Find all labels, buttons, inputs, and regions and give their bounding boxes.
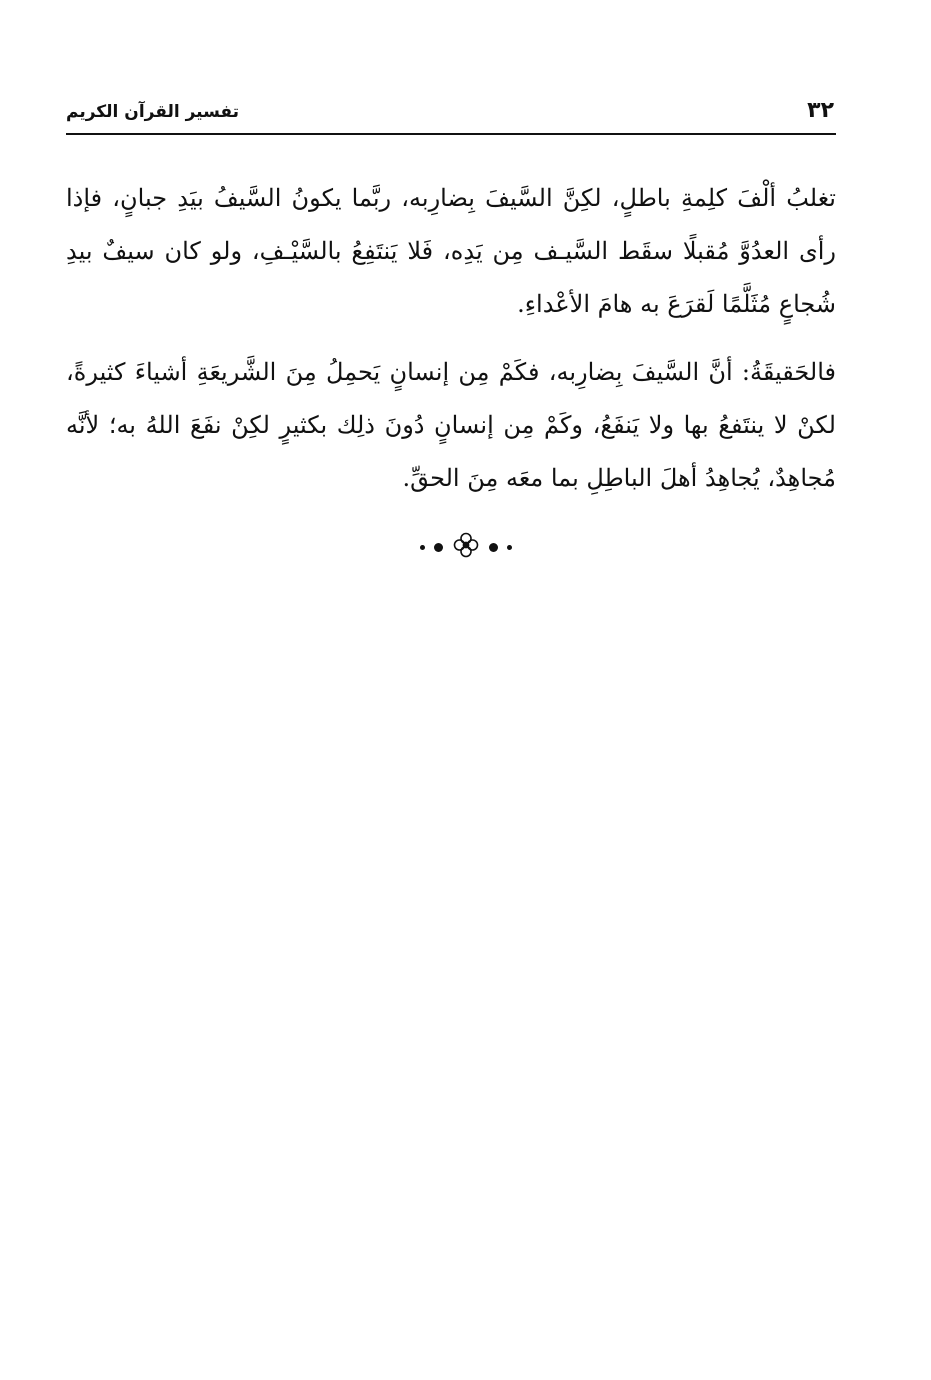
- page-number: ٣٢: [807, 98, 834, 123]
- section-divider: [0, 532, 931, 562]
- divider-dot: [434, 543, 443, 552]
- paragraph-1: تغلبُ ألْفَ كلِمةِ باطلٍ، لكِنَّ السَّيفَ بِضارِبه، ربَّما يكونُ السَّيفُ بيَدِ جبانٍ، فإذا رأى العدُوَّ مُقبلًا سقَط السَّيـف مِن يَدِه، فَلا يَنتَفِعُ بالسَّيْـفِ، ولو كان سيفٌ بيدِ شُجاعٍ مُثَلَّمًا لَقرَعَ به هامَ الأعْداءِ.: [66, 184, 836, 318]
- divider-dot: [507, 545, 512, 550]
- book-title: تفسير القرآن الكريم: [66, 102, 240, 122]
- divider-dot: [489, 543, 498, 552]
- body-text: [66, 172, 836, 505]
- paragraph-2: فالحَقيقَةُ: أنَّ السَّيفَ بِضارِبه، فكَمْ مِن إنسانٍ يَحمِلُ مِنَ الشَّريعَةِ أشياءَ كثيرةً، لكنْ لا ينتَفعُ بها ولا يَنفَعُ، وكَمْ مِن إنسانٍ دُونَ ذلِك بكثيرٍ لكِنْ نفَعَ اللهُ به؛ لأنَّه مُجاهِدٌ، يُجاهِدُ أهلَ الباطِلِ بما معَه مِنَ الحقِّ.: [66, 358, 836, 492]
- header-rule: [66, 133, 836, 135]
- running-header: [66, 96, 834, 132]
- divider-dot: [420, 545, 425, 550]
- floral-ornament-icon: [452, 531, 480, 563]
